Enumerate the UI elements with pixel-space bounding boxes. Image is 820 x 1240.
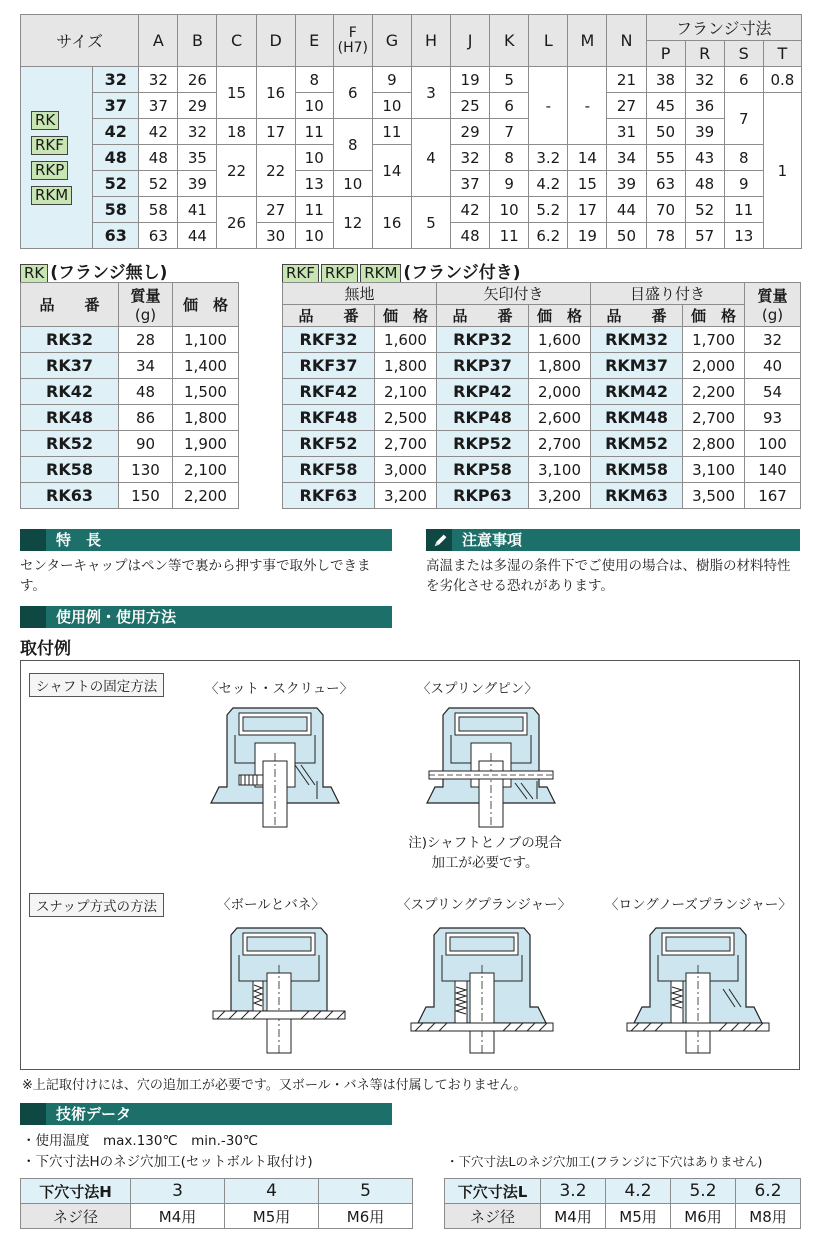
weight-cell: 34	[119, 353, 173, 379]
size-cell: 58	[93, 197, 139, 223]
dim-cell: 25	[451, 93, 490, 119]
product-code: RKM32	[591, 327, 683, 353]
l-thread-line: ・下穴寸法Lのネジ穴加工(フランジに下穴はありません)	[446, 1154, 763, 1169]
dim-cell: 29	[178, 93, 217, 119]
dim-cell: 34	[607, 145, 646, 171]
weight-cell: 130	[119, 457, 173, 483]
features-text: センターキャップはペン等で裏から押す事で取外しできます。	[20, 558, 371, 594]
product-code: RKF32	[283, 327, 375, 353]
price-cell: 2,700	[683, 405, 745, 431]
product-code: RK52	[21, 431, 119, 457]
spring-plunger-caption: 〈スプリングプランジャー〉	[397, 897, 572, 913]
series-tag-rkf: RKF	[31, 136, 68, 155]
header-n: N	[607, 15, 646, 67]
size-cell: 32	[93, 67, 139, 93]
dim-cell: 55	[646, 145, 685, 171]
price-cell: 1,800	[375, 353, 437, 379]
dim-cell: 42	[139, 119, 178, 145]
product-code: RKF58	[283, 457, 375, 483]
caution-text: 高温または多湿の条件下でご使用の場合は、樹脂の材料特性を劣化させる恐れがあります。	[426, 558, 791, 594]
product-code: RK48	[21, 405, 119, 431]
price-cell: 2,600	[529, 405, 591, 431]
product-code: RKM42	[591, 379, 683, 405]
dim-cell: 11	[724, 197, 763, 223]
dim-cell: 8	[724, 145, 763, 171]
dim-cell: 70	[646, 197, 685, 223]
dim-cell: 17	[256, 119, 295, 145]
weight-cell: 40	[745, 353, 801, 379]
header-f-bottom: (H7)	[337, 39, 368, 56]
weight-cell: 90	[119, 431, 173, 457]
dim-cell: 5	[490, 67, 529, 93]
dimension-table	[20, 14, 802, 249]
installation-heading: 取付例	[20, 639, 71, 659]
weight-cell: 48	[119, 379, 173, 405]
rkf-col-weight	[745, 283, 801, 327]
dim-cell: 6	[490, 93, 529, 119]
dim-cell: 45	[646, 93, 685, 119]
dim-cell: 7	[490, 119, 529, 145]
dim-cell: 15	[217, 67, 256, 119]
h-screw: M4用	[131, 1204, 225, 1229]
header-c: C	[217, 15, 256, 67]
rkm-col-price: 価 格	[683, 305, 745, 327]
rkf-title	[282, 258, 521, 283]
weight-cell: 150	[119, 483, 173, 509]
dim-cell: 11	[490, 223, 529, 249]
series-tag-rkp: RKP	[31, 161, 68, 180]
price-cell: 2,100	[375, 379, 437, 405]
header-p: P	[646, 41, 685, 67]
l-screw: M4用	[541, 1204, 606, 1229]
dim-cell: 57	[685, 223, 724, 249]
product-code: RKP63	[437, 483, 529, 509]
dim-cell: 6	[724, 67, 763, 93]
product-code: RKF42	[283, 379, 375, 405]
header-m: M	[568, 15, 607, 67]
group-scale: 目盛り付き	[591, 283, 745, 305]
dim-cell: 32	[451, 145, 490, 171]
price-cell: 2,700	[375, 431, 437, 457]
rkp-col-code: 品 番	[437, 305, 529, 327]
weight-cell: 93	[745, 405, 801, 431]
caution-bar	[426, 529, 800, 551]
dim-cell: 19	[451, 67, 490, 93]
product-code: RKP58	[437, 457, 529, 483]
product-code: RKP48	[437, 405, 529, 431]
price-cell: 3,200	[375, 483, 437, 509]
dim-cell: 78	[646, 223, 685, 249]
rkf-title-text: (フランジ付き)	[403, 263, 521, 283]
weight-cell: 100	[745, 431, 801, 457]
product-code: RKM48	[591, 405, 683, 431]
header-l: L	[529, 15, 568, 67]
rk-col-code: 品 番	[21, 283, 119, 327]
dim-cell: 5	[411, 197, 450, 249]
rk-col-weight	[119, 283, 173, 327]
h-value: 4	[225, 1179, 319, 1204]
dim-cell: 31	[607, 119, 646, 145]
h-thread-table	[20, 1178, 413, 1229]
rkf-col-price: 価 格	[375, 305, 437, 327]
product-code: RKF37	[283, 353, 375, 379]
group-plain: 無地	[283, 283, 437, 305]
header-a: A	[139, 15, 178, 67]
dim-cell: 41	[178, 197, 217, 223]
size-cell: 63	[93, 223, 139, 249]
dim-cell: 11	[372, 119, 411, 145]
rkf-title-tag-rkp: RKP	[321, 264, 358, 283]
price-cell: 2,500	[375, 405, 437, 431]
header-s: S	[724, 41, 763, 67]
dim-cell: 1	[763, 93, 801, 249]
dim-cell: 11	[295, 197, 333, 223]
header-size: サイズ	[21, 15, 139, 67]
l-screw: M6用	[671, 1204, 736, 1229]
price-cell: 1,100	[173, 327, 239, 353]
header-flange: フランジ寸法	[646, 15, 801, 41]
caution-title: 注意事項	[462, 531, 523, 549]
tech-bar	[20, 1103, 392, 1125]
header-f	[333, 15, 372, 67]
dim-cell: 50	[646, 119, 685, 145]
dim-cell: 22	[217, 145, 256, 197]
size-cell: 48	[93, 145, 139, 171]
dim-cell: 8	[490, 145, 529, 171]
spring-plunger-diagram	[407, 923, 557, 1055]
price-cell: 1,500	[173, 379, 239, 405]
dim-cell: 0.8	[763, 67, 801, 93]
dim-cell: 43	[685, 145, 724, 171]
product-code: RKF52	[283, 431, 375, 457]
weight-cell: 140	[745, 457, 801, 483]
rkp-col-price: 価 格	[529, 305, 591, 327]
dim-cell: 32	[685, 67, 724, 93]
rkf-col-code: 品 番	[283, 305, 375, 327]
h-value: 5	[319, 1179, 413, 1204]
dim-cell: 7	[724, 93, 763, 145]
dim-cell: 50	[607, 223, 646, 249]
dim-cell: 13	[724, 223, 763, 249]
dim-cell: 39	[607, 171, 646, 197]
weight-cell: 167	[745, 483, 801, 509]
h-label: 下穴寸法H	[21, 1179, 131, 1204]
header-e: E	[295, 15, 333, 67]
dim-cell: 52	[139, 171, 178, 197]
dim-cell: 10	[490, 197, 529, 223]
dim-cell: 63	[646, 171, 685, 197]
l-screw-label: ネジ径	[445, 1204, 541, 1229]
dim-cell: 38	[646, 67, 685, 93]
dim-cell: 26	[217, 197, 256, 249]
rkf-title-tag-rkm: RKM	[360, 264, 401, 283]
dim-cell: 13	[295, 171, 333, 197]
price-cell: 1,900	[173, 431, 239, 457]
section-marker	[20, 606, 46, 628]
usage-bar	[20, 606, 392, 628]
shaft-fix-label: シャフトの固定方法	[29, 673, 164, 697]
price-cell: 2,700	[529, 431, 591, 457]
product-code: RK42	[21, 379, 119, 405]
price-cell: 2,100	[173, 457, 239, 483]
h-screw: M6用	[319, 1204, 413, 1229]
rk-title-text: (フランジ無し)	[50, 263, 168, 283]
l-value: 6.2	[736, 1179, 801, 1204]
rk-col-weight-top: 質量	[130, 287, 161, 305]
tech-title: 技術データ	[56, 1105, 132, 1123]
weight-cell: 54	[745, 379, 801, 405]
product-code: RKF63	[283, 483, 375, 509]
dim-cell: 22	[256, 145, 295, 197]
price-cell: 1,400	[173, 353, 239, 379]
price-cell: 1,600	[375, 327, 437, 353]
l-label: 下穴寸法L	[445, 1179, 541, 1204]
rkf-price-table	[282, 282, 801, 509]
dim-cell: 27	[256, 197, 295, 223]
dim-cell: 4.2	[529, 171, 568, 197]
h-screw-label: ネジ径	[21, 1204, 131, 1229]
dim-cell: 3.2	[529, 145, 568, 171]
product-code: RKM63	[591, 483, 683, 509]
dim-cell: 52	[685, 197, 724, 223]
l-screw: M8用	[736, 1204, 801, 1229]
price-cell: 1,800	[529, 353, 591, 379]
l-value: 3.2	[541, 1179, 606, 1204]
price-cell: 3,100	[529, 457, 591, 483]
price-cell: 3,200	[529, 483, 591, 509]
l-value: 4.2	[606, 1179, 671, 1204]
size-cell: 42	[93, 119, 139, 145]
spring-pin-diagram	[421, 703, 561, 828]
pencil-icon	[432, 531, 450, 549]
price-cell: 1,700	[683, 327, 745, 353]
header-k: K	[490, 15, 529, 67]
dim-cell: 10	[372, 93, 411, 119]
dim-cell: 6	[333, 67, 372, 119]
dim-cell: -	[568, 67, 607, 145]
l-value: 5.2	[671, 1179, 736, 1204]
shaft-fit-note-line2: 加工が必要です。	[431, 855, 539, 871]
dim-cell: 10	[295, 93, 333, 119]
product-code: RK37	[21, 353, 119, 379]
dim-cell: 26	[178, 67, 217, 93]
rkf-col-weight-unit: (g)	[761, 306, 784, 324]
l-screw: M5用	[606, 1204, 671, 1229]
weight-cell: 32	[745, 327, 801, 353]
dim-cell: 6.2	[529, 223, 568, 249]
dim-cell: 39	[685, 119, 724, 145]
rkf-title-tag-rkf: RKF	[282, 264, 319, 283]
dim-cell: 35	[178, 145, 217, 171]
section-marker	[20, 1103, 46, 1125]
dim-cell: 58	[139, 197, 178, 223]
usage-title: 使用例・使用方法	[56, 608, 177, 626]
header-j: J	[451, 15, 490, 67]
dim-cell: 18	[217, 119, 256, 145]
long-nose-caption: 〈ロングノーズプランジャー〉	[605, 897, 792, 913]
dim-cell: 4	[411, 119, 450, 197]
header-t: T	[763, 41, 801, 67]
dim-cell: 63	[139, 223, 178, 249]
group-arrow: 矢印付き	[437, 283, 591, 305]
size-cell: 52	[93, 171, 139, 197]
price-cell: 1,800	[173, 405, 239, 431]
dim-cell: 16	[372, 197, 411, 249]
price-cell: 3,500	[683, 483, 745, 509]
rk-title-tag: RK	[20, 264, 48, 283]
rkf-col-weight-top: 質量	[757, 287, 788, 305]
rk-title	[20, 258, 167, 283]
features-title: 特 長	[56, 531, 102, 549]
header-g: G	[372, 15, 411, 67]
dim-cell: 9	[490, 171, 529, 197]
set-screw-diagram	[205, 703, 345, 828]
installation-figure	[20, 660, 800, 1070]
dim-cell: 11	[295, 119, 333, 145]
dim-cell: 37	[451, 171, 490, 197]
dim-cell: 8	[295, 67, 333, 93]
size-cell: 37	[93, 93, 139, 119]
dim-cell: 48	[139, 145, 178, 171]
installation-footnote: ※上記取付けには、穴の追加工が必要です。又ボール・バネ等は付属しておりません。	[22, 1078, 527, 1093]
dim-cell: 32	[139, 67, 178, 93]
series-tag-rk: RK	[31, 111, 59, 130]
dim-cell: 21	[607, 67, 646, 93]
dim-cell: 48	[685, 171, 724, 197]
dim-cell: 5.2	[529, 197, 568, 223]
dim-cell: 14	[568, 145, 607, 171]
dim-cell: 10	[295, 223, 333, 249]
dim-cell: 10	[333, 171, 372, 197]
dim-cell: 44	[178, 223, 217, 249]
header-b: B	[178, 15, 217, 67]
dim-cell: 15	[568, 171, 607, 197]
product-code: RKM37	[591, 353, 683, 379]
weight-cell: 86	[119, 405, 173, 431]
dim-cell: 36	[685, 93, 724, 119]
product-code: RKP42	[437, 379, 529, 405]
rk-col-price: 価 格	[173, 283, 239, 327]
dim-cell: 9	[372, 67, 411, 93]
dim-cell: 12	[333, 197, 372, 249]
dim-cell: 27	[607, 93, 646, 119]
dim-cell: 14	[372, 145, 411, 197]
price-cell: 2,200	[173, 483, 239, 509]
dim-cell: 16	[256, 67, 295, 119]
rk-col-weight-unit: (g)	[134, 306, 157, 324]
price-cell: 2,800	[683, 431, 745, 457]
product-code: RKP32	[437, 327, 529, 353]
snap-method-label: スナップ方式の方法	[29, 893, 164, 917]
dim-cell: 37	[139, 93, 178, 119]
ball-spring-caption: 〈ボールとバネ〉	[217, 897, 325, 913]
rk-price-table	[20, 282, 239, 509]
dim-cell: 44	[607, 197, 646, 223]
section-marker	[20, 529, 46, 551]
dim-cell: 32	[178, 119, 217, 145]
price-cell: 2,200	[683, 379, 745, 405]
series-tags	[21, 67, 93, 249]
shaft-fit-note-line1: 注)シャフトとノブの現合	[408, 835, 562, 851]
ball-spring-diagram	[209, 923, 349, 1055]
dim-cell: 9	[724, 171, 763, 197]
h-value: 3	[131, 1179, 225, 1204]
dim-cell: 30	[256, 223, 295, 249]
dim-cell: 3	[411, 67, 450, 119]
dim-cell: 42	[451, 197, 490, 223]
series-tag-rkm: RKM	[31, 186, 72, 205]
product-code: RK63	[21, 483, 119, 509]
price-cell: 3,100	[683, 457, 745, 483]
dim-cell: -	[529, 67, 568, 145]
price-cell: 1,600	[529, 327, 591, 353]
h-screw: M5用	[225, 1204, 319, 1229]
temperature-line: ・使用温度 max.130℃ min.-30℃	[22, 1133, 259, 1149]
dim-cell: 29	[451, 119, 490, 145]
price-cell: 2,000	[683, 353, 745, 379]
h-thread-line: ・下穴寸法Hのネジ穴加工(セットボルト取付け)	[22, 1154, 313, 1170]
product-code: RKM58	[591, 457, 683, 483]
features-bar	[20, 529, 392, 551]
dim-cell: 19	[568, 223, 607, 249]
product-code: RK32	[21, 327, 119, 353]
product-code: RKP37	[437, 353, 529, 379]
dim-cell: 8	[333, 119, 372, 171]
rkm-col-code: 品 番	[591, 305, 683, 327]
spring-pin-caption: 〈スプリングピン〉	[417, 681, 538, 697]
price-cell: 2,000	[529, 379, 591, 405]
product-code: RKF48	[283, 405, 375, 431]
header-d: D	[256, 15, 295, 67]
weight-cell: 28	[119, 327, 173, 353]
shaft-fit-note	[397, 833, 573, 873]
long-nose-plunger-diagram	[623, 923, 773, 1055]
dim-cell: 39	[178, 171, 217, 197]
dim-cell: 10	[295, 145, 333, 171]
header-r: R	[685, 41, 724, 67]
dim-cell: 48	[451, 223, 490, 249]
header-h: H	[411, 15, 450, 67]
product-code: RKM52	[591, 431, 683, 457]
dim-cell: 17	[568, 197, 607, 223]
price-cell: 3,000	[375, 457, 437, 483]
product-code: RKP52	[437, 431, 529, 457]
header-f-top: F	[348, 24, 357, 41]
l-thread-table	[444, 1178, 801, 1229]
set-screw-caption: 〈セット・スクリュー〉	[205, 681, 354, 697]
product-code: RK58	[21, 457, 119, 483]
